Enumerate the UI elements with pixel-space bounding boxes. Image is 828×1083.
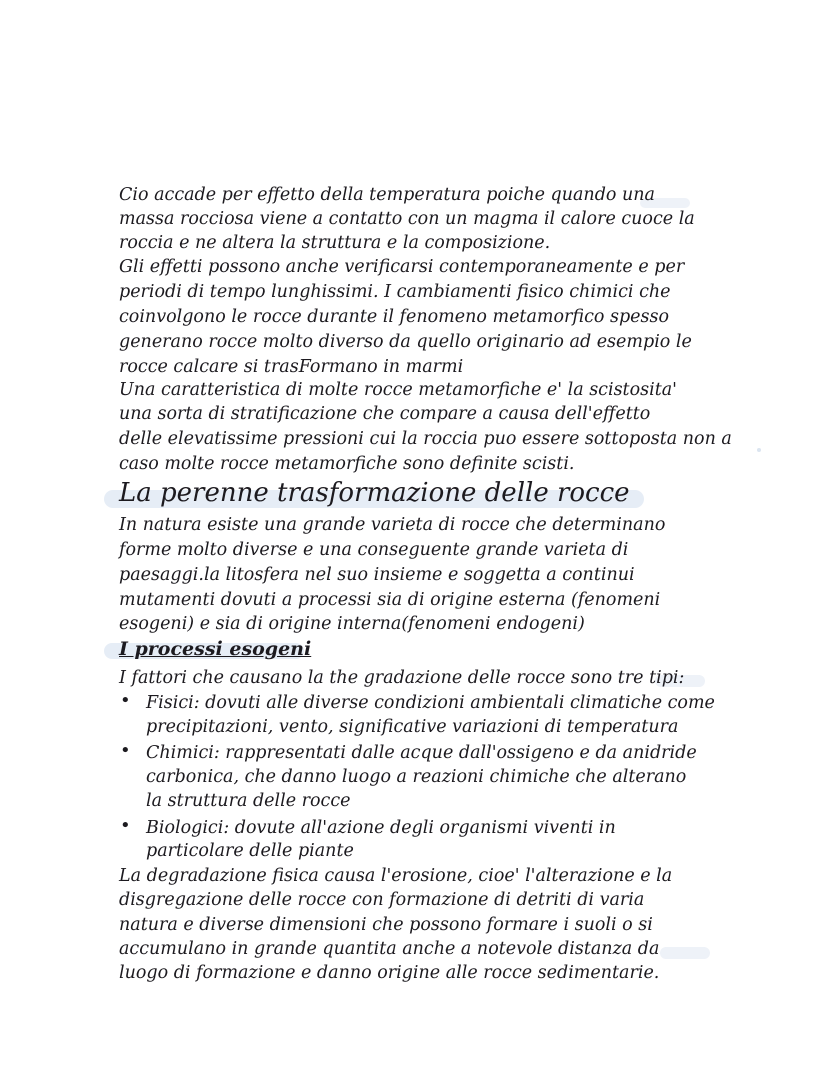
subsection-heading: I processi esogeni xyxy=(119,638,312,660)
text-line: esogeni) e sia di origine interna(fenomeni endogeni) xyxy=(119,614,585,634)
bullet-marker: • xyxy=(120,690,131,711)
list-item: carbonica, che danno luogo a reazioni chimiche che alterano xyxy=(146,767,687,787)
text-line: Una caratteristica di molte rocce metamorfiche e' la scistosita' xyxy=(119,380,677,400)
list-item: Chimici: rappresentati dalle acque dall'ossigeno e da anidride xyxy=(146,743,697,763)
bullet-marker: • xyxy=(120,815,131,836)
section-heading: La perenne trasformazione delle rocce xyxy=(119,478,630,508)
list-item: precipitazioni, vento, significative variazioni di temperatura xyxy=(146,717,679,737)
text-line: La degradazione fisica causa l'erosione, cioe' l'alterazione e la xyxy=(119,866,673,886)
text-line: caso molte rocce metamorfiche sono definite scisti. xyxy=(119,454,575,474)
text-line: I fattori che causano la the gradazione delle rocce sono tre tipi: xyxy=(119,668,685,688)
decor-dot xyxy=(757,448,761,452)
text-line: una sorta di stratificazione che compare a causa dell'effetto xyxy=(119,404,651,424)
text-line: rocce calcare si trasFormano in marmi xyxy=(119,357,464,377)
text-line: forme molto diverse e una conseguente grande varieta di xyxy=(119,540,629,560)
text-line: paesaggi.la litosfera nel suo insieme e soggetta a continui xyxy=(119,565,635,585)
text-line: generano rocce molto diverso da quello originario ad esempio le xyxy=(119,332,692,352)
text-line: luogo di formazione e danno origine alle rocce sedimentarie. xyxy=(119,963,660,983)
text-line: disgregazione delle rocce con formazione di detriti di varia xyxy=(119,890,645,910)
text-line: coinvolgono le rocce durante il fenomeno metamorfico spesso xyxy=(119,307,670,327)
text-line: In natura esiste una grande varieta di rocce che determinano xyxy=(119,515,666,535)
text-line: delle elevatissime pressioni cui la roccia puo essere sottoposta non a xyxy=(119,429,732,449)
list-item: Biologici: dovute all'azione degli organismi viventi in xyxy=(146,818,616,838)
text-line: massa rocciosa viene a contatto con un magma il calore cuoce la xyxy=(119,209,695,229)
bullet-marker: • xyxy=(120,740,131,761)
list-item: la struttura delle rocce xyxy=(146,791,351,811)
text-line: periodi di tempo lunghissimi. I cambiamenti fisico chimici che xyxy=(119,282,671,302)
text-line: natura e diverse dimensioni che possono formare i suoli o si xyxy=(119,915,653,935)
highlight-stroke xyxy=(660,947,710,959)
text-line: Cio accade per effetto della temperatura poiche quando una xyxy=(119,185,655,205)
list-item: particolare delle piante xyxy=(146,841,354,861)
list-item: Fisici: dovuti alle diverse condizioni ambientali climatiche come xyxy=(146,693,715,713)
text-line: Gli effetti possono anche verificarsi contemporaneamente e per xyxy=(119,257,685,277)
text-line: roccia e ne altera la struttura e la composizione. xyxy=(119,233,551,253)
text-line: mutamenti dovuti a processi sia di origine esterna (fenomeni xyxy=(119,590,661,610)
text-line: accumulano in grande quantita anche a notevole distanza da xyxy=(119,939,660,959)
